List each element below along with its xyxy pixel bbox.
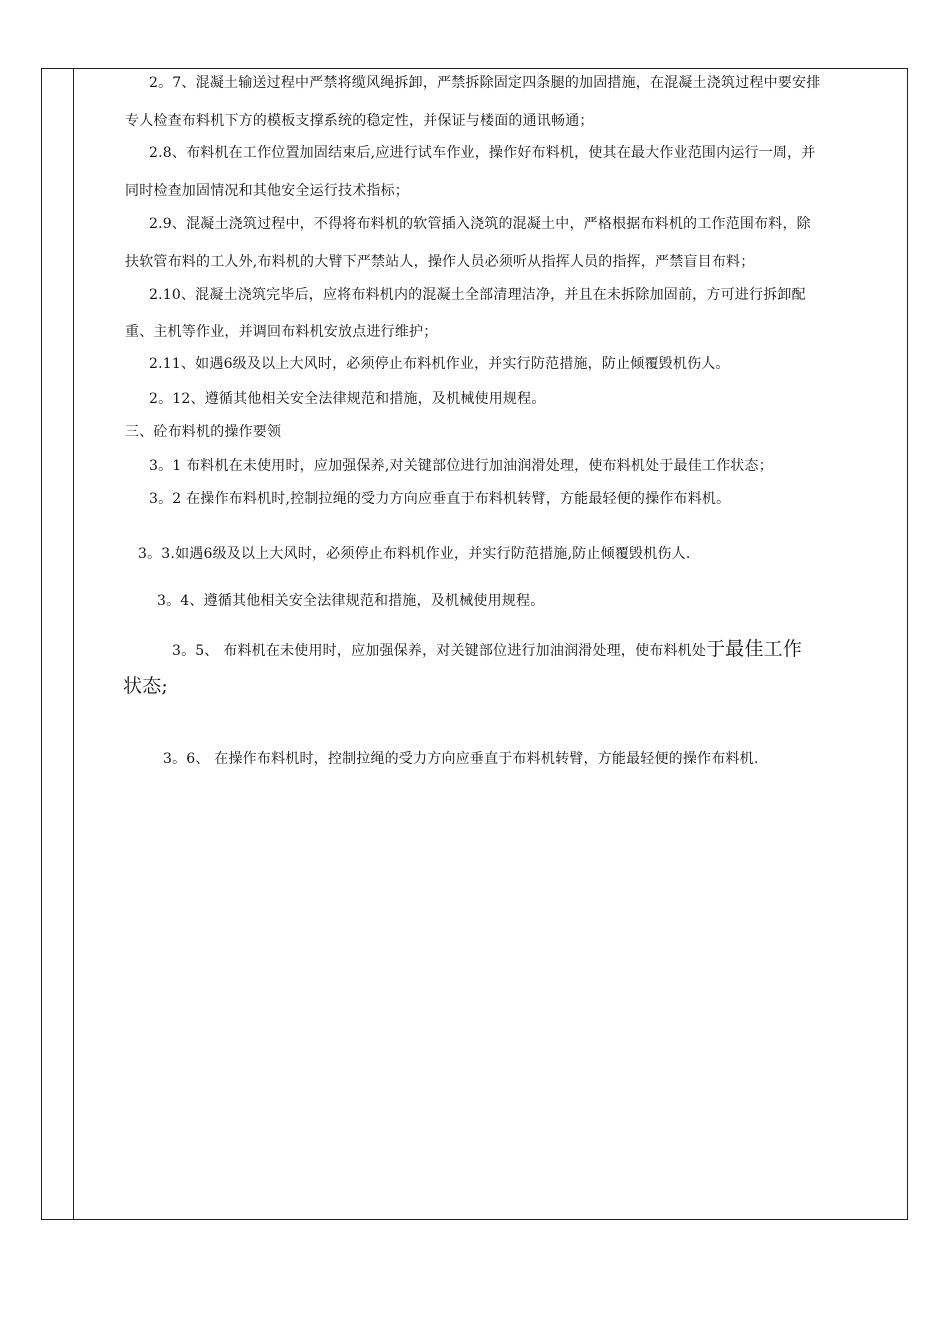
paragraph-2-12: 2。12、遵循其他相关安全法律规范和措施，及机械使用规程。 (149, 391, 546, 407)
paragraph-3-5-text: 3。5、 布料机在未使用时，应加强保养，对关键部位进行加油润滑处理，使布料机处 (172, 643, 707, 659)
document-table (41, 68, 908, 1220)
paragraph-3-5-line-2: 状态; (123, 675, 169, 697)
paragraph-3-3: 3。3.如遇6级及以上大风时，必须停止布料机作业，并实行防范措施,防止倾覆毁机伤人. (138, 546, 691, 562)
paragraph-2-11: 2.11、如遇6级及以上大风时，必须停止布料机作业，并实行防范措施，防止倾覆毁机伤人。 (149, 356, 730, 372)
section-3-heading: 三、砼布料机的操作要领 (125, 424, 282, 440)
paragraph-3-5-large-text: 于最佳工作 (706, 638, 803, 660)
paragraph-2-10-line-2: 重、主机等作业，并调回布料机安放点进行维护； (125, 324, 438, 340)
table-content-cell (75, 69, 907, 1219)
paragraph-2-7-line-1: 2。7、混凝土输送过程中严禁将缆风绳拆卸，严禁拆除固定四条腿的加固措施，在混凝土浇筑过程中要安排 (149, 75, 821, 91)
paragraph-2-10-line-1: 2.10、混凝土浇筑完毕后，应将布料机内的混凝土全部清理洁净，并且在未拆除加固前，方可进行拆卸配 (149, 287, 806, 303)
paragraph-2-7-line-2: 专人检查布料机下方的模板支撑系统的稳定性，并保证与楼面的通讯畅通； (125, 113, 594, 129)
paragraph-3-4: 3。4、遵循其他相关安全法律规范和措施，及机械使用规程。 (157, 593, 545, 609)
paragraph-3-2: 3。2 在操作布料机时,控制拉绳的受力方向应垂直于布料机转臂，方能最轻便的操作布料机。 (149, 491, 731, 507)
paragraph-3-1: 3。1 布料机在未使用时，应加强保养,对关键部位进行加油润滑处理，使布料机处于最佳工作状态； (149, 458, 773, 474)
paragraph-2-8-line-1: 2.8、布料机在工作位置加固结束后,应进行试车作业，操作好布料机，使其在最大作业范围内运行一周，并 (149, 145, 816, 161)
paragraph-3-5-line-1 (172, 639, 802, 661)
table-left-column (42, 69, 74, 1219)
paragraph-2-9-line-2: 扶软管布料的工人外,布料机的大臂下严禁站人，操作人员必须听从指挥人员的指挥，严禁盲目布料； (125, 254, 755, 270)
paragraph-3-6: 3。6、 在操作布料机时，控制拉绳的受力方向应垂直于布料机转臂，方能最轻便的操作布料机. (163, 751, 759, 767)
paragraph-2-9-line-1: 2.9、混凝土浇筑过程中，不得将布料机的软管插入浇筑的混凝土中，严格根据布料机的工作范围布料，除 (149, 216, 811, 232)
paragraph-2-8-line-2: 同时检查加固情况和其他安全运行技术指标； (125, 183, 409, 199)
